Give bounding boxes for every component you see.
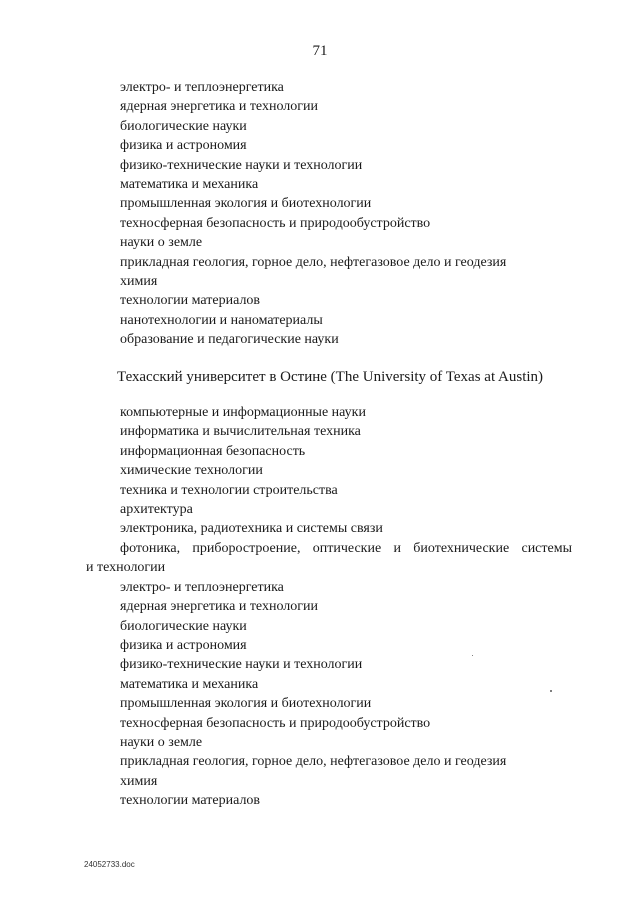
list-item: технологии материалов bbox=[120, 293, 261, 308]
list-item: электроника, радиотехника и системы связи bbox=[120, 521, 383, 536]
list-item: физико-технические науки и технологии bbox=[120, 657, 363, 672]
list-item: химия bbox=[120, 774, 158, 789]
page-number: 71 bbox=[312, 43, 328, 59]
list-item: науки о земле bbox=[120, 235, 203, 250]
list-item: электро- и теплоэнергетика bbox=[120, 580, 284, 595]
list-item: информационная безопасность bbox=[120, 444, 306, 459]
list-item: биологические науки bbox=[120, 119, 247, 134]
list-item: образование и педагогические науки bbox=[120, 332, 339, 347]
list-item: техника и технологии строительства bbox=[120, 483, 338, 498]
list-item: компьютерные и информационные науки bbox=[120, 405, 366, 420]
list-item: физика и астрономия bbox=[120, 638, 247, 653]
list-item: электро- и теплоэнергетика bbox=[120, 80, 284, 95]
list-item: физико-технические науки и технологии bbox=[120, 158, 363, 173]
university-heading: Техасский университет в Остине (The University of Texas at Austin) bbox=[117, 369, 544, 385]
list-item: химия bbox=[120, 274, 158, 289]
list-item: физика и астрономия bbox=[120, 138, 247, 153]
list-item: промышленная экология и биотехнологии bbox=[120, 696, 372, 711]
list-item: техносферная безопасность и природообустройство bbox=[120, 216, 431, 231]
document-filename: 24052733.doc bbox=[84, 860, 135, 869]
list-item: химические технологии bbox=[120, 463, 263, 478]
list-item-wrapped-line1: фотоника, приборостроение, оптические и биотехнические системы bbox=[120, 541, 572, 556]
list-item: биологические науки bbox=[120, 619, 247, 634]
list-item: ядерная энергетика и технологии bbox=[120, 599, 318, 614]
list-item: техносферная безопасность и природообустройство bbox=[120, 716, 431, 731]
scan-speck bbox=[550, 690, 552, 692]
scan-speck bbox=[472, 655, 473, 656]
list-item: промышленная экология и биотехнологии bbox=[120, 196, 372, 211]
list-item: информатика и вычислительная техника bbox=[120, 424, 361, 439]
list-item: науки о земле bbox=[120, 735, 203, 750]
list-item: прикладная геология, горное дело, нефтегазовое дело и геодезия bbox=[120, 255, 507, 270]
list-item: ядерная энергетика и технологии bbox=[120, 99, 318, 114]
list-item: математика и механика bbox=[120, 177, 259, 192]
list-item: технологии материалов bbox=[120, 793, 261, 808]
list-item: математика и механика bbox=[120, 677, 259, 692]
list-item: архитектура bbox=[120, 502, 193, 517]
list-item: нанотехнологии и наноматериалы bbox=[120, 313, 323, 328]
list-item-wrapped-line2: и технологии bbox=[86, 560, 166, 575]
list-item: прикладная геология, горное дело, нефтегазовое дело и геодезия bbox=[120, 754, 507, 769]
